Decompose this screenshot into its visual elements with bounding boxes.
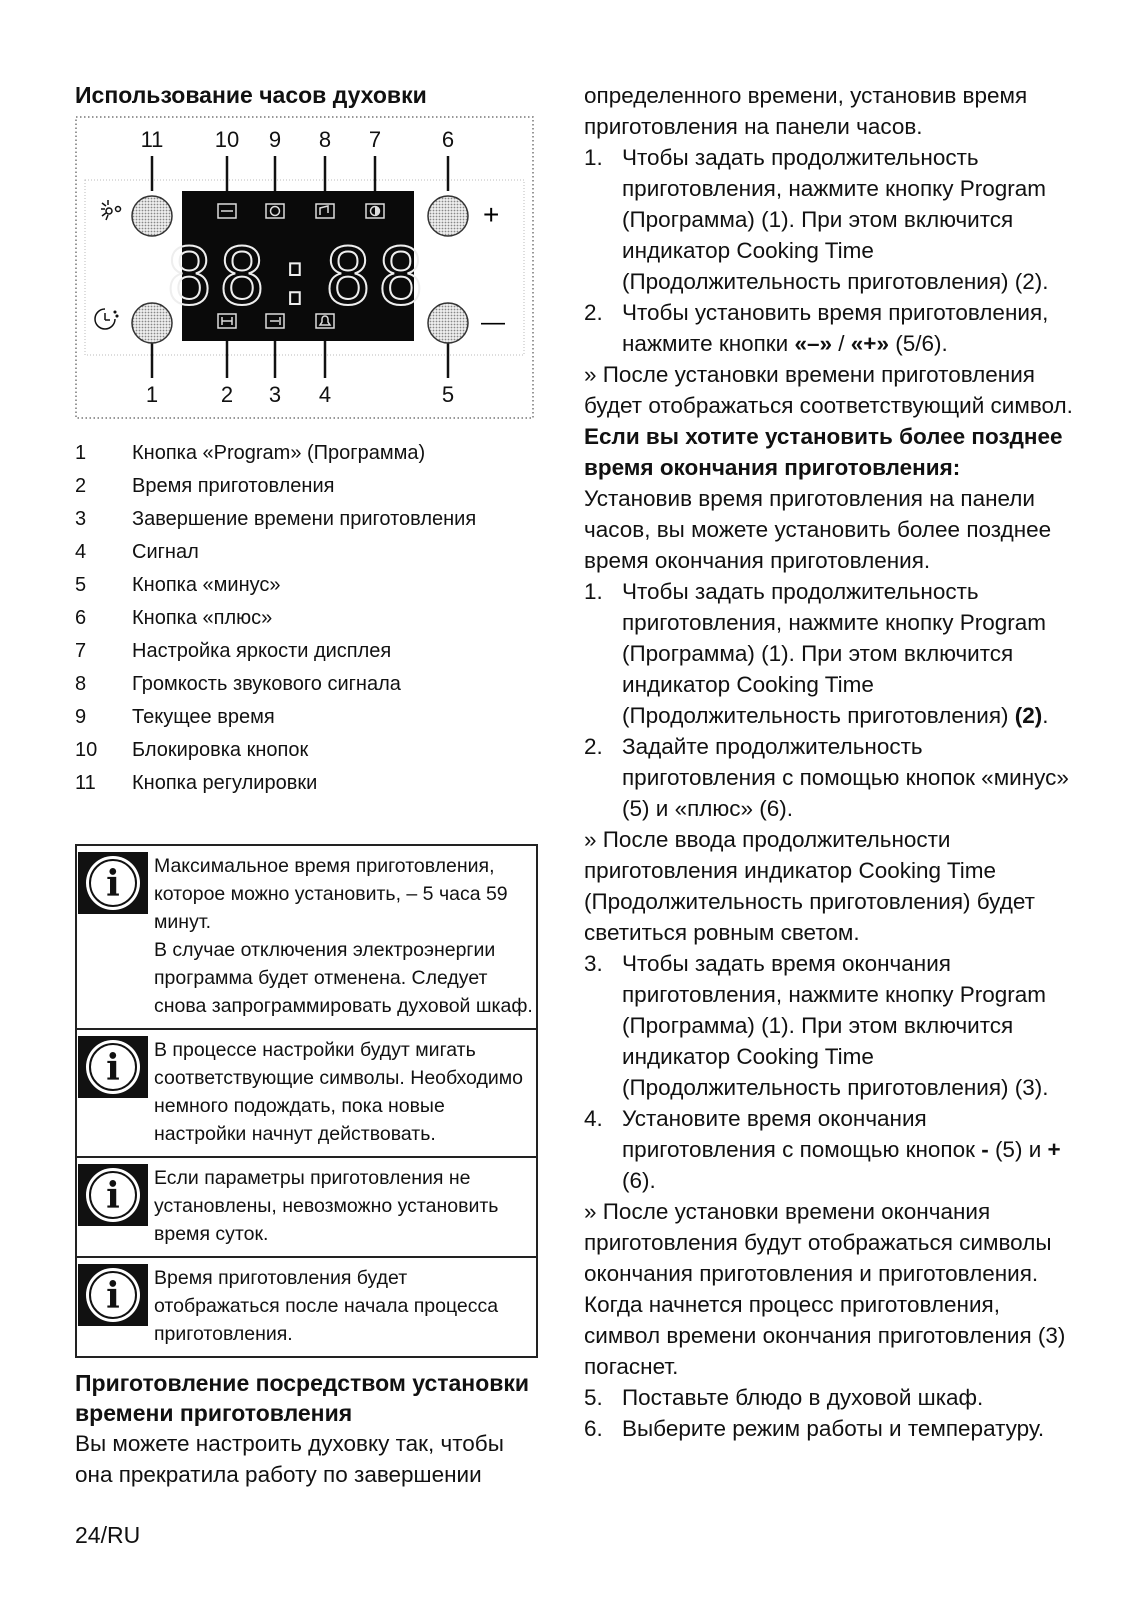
info-note [77,1156,536,1256]
list-item: 4. Установите время окончания приготовления с помощью кнопок - (5) и + (6). [584,1106,1061,1193]
list-item: 5. Поставьте блюдо в духовой шкаф. [584,1385,984,1410]
svg-text:i: i [106,863,120,905]
result-text: » После установки времени окончания приготовления будут отображаться символы окончания приготовления и приготовления. Когда начнется процесс приготовления, символ времени окончания приготовления (3) погаснет. [584,1199,1066,1379]
timer-icon [95,309,118,329]
legend-item: 2 Время приготовления [75,475,335,497]
legend-item: 5 Кнопка «минус» [75,574,281,596]
list-item: 2. Чтобы установить время приготовления, нажмите кнопки «–» / «+» (5/6). [584,300,1049,356]
clock-panel-diagram [75,116,534,419]
list-item: 2. Задайте продолжительность приготовления с помощью кнопок «минус» (5) и «плюс» (6). [584,734,1069,821]
steps-list-b [584,576,1074,824]
info-icon [77,1030,154,1156]
note-text: Максимальное время приготовления, которое можно установить, – 5 часа 59 минут. [154,855,508,933]
callout-6: 6 [441,127,455,152]
minus-sign: — [481,309,505,336]
subsection-title: Если вы хотите установить более позднее время окончания приготовления: [584,424,1063,480]
callout-7: 7 [368,127,382,152]
left-column [75,80,535,1490]
subsection-paragraph: Установив время приготовления на панели часов, вы можете установить более позднее время окончания приготовления. [584,486,1052,573]
page-number: 24/RU [75,1522,141,1548]
steps-list-a [584,142,1074,359]
legend-list [75,437,535,800]
svg-text:i: i [106,1275,120,1317]
callout-5: 5 [441,382,455,407]
info-note [77,1028,536,1156]
list-item: 1. Чтобы задать продолжительность приготовления, нажмите кнопку Program (Программа) (1). При этом включится индикатор Cooking Time (Продолжительность приготовления) (2). [584,145,1049,294]
clock-panel-figure [75,116,534,419]
list-item: 1. Чтобы задать продолжительность приготовления, нажмите кнопку Program (Программа) (1). При этом включится индикатор Cooking Time (Продолжительность приготовления) (2). [584,579,1049,728]
legend-item: 3 Завершение времени приготовления [75,508,477,530]
brightness-adjust-icon [101,200,121,220]
right-column [584,80,1074,1444]
note-text: Если параметры приготовления не установлены, невозможно установить время суток. [154,1167,499,1245]
steps-list-c [584,948,1074,1196]
legend-item: 4 Сигнал [75,541,199,563]
list-item: 6. Выберите режим работы и температуру. [584,1416,1045,1441]
plus-knob[interactable] [428,196,468,236]
svg-text:i: i [106,1047,120,1089]
callout-9: 9 [268,127,282,152]
info-icon [77,1158,154,1256]
legend-item: 6 Кнопка «плюс» [75,607,273,629]
adjust-knob[interactable] [132,196,172,236]
steps-list-d [584,1382,1074,1444]
result-text: » После ввода продолжительности приготовления индикатор Cooking Time (Продолжительность приготовления) будет светиться ровным светом. [584,827,1035,945]
intro-paragraph: определенного времени, установив время приготовления на панели часов. [584,83,1028,139]
svg-text:i: i [106,1175,120,1217]
info-notes-box [75,844,538,1358]
info-note [77,1256,536,1356]
callout-4: 4 [318,382,332,407]
info-note [77,846,536,1028]
section-title-cooking-time: Приготовление посредством установки времени приготовления [75,1370,530,1426]
minus-knob[interactable] [428,303,468,343]
plus-sign: + [483,199,500,230]
legend-item: 9 Текущее время [75,706,275,728]
note-text: В случае отключения электроэнергии программа будет отменена. Следует снова запрограммировать духовой шкаф. [154,939,533,1017]
note-text: В процессе настройки будут мигать соответствующие символы. Необходимо немного подождать, пока новые настройки начнут действовать. [154,1039,523,1145]
legend-item: 8 Громкость звукового сигнала [75,673,401,695]
legend-item: 1 Кнопка «Program» (Программа) [75,442,426,464]
info-icon [77,1258,154,1356]
display-digits: 88:88 [165,233,431,323]
legend-item: 11 Кнопка регулировки [75,772,318,794]
note-text: Время приготовления будет отображаться после начала процесса приготовления. [154,1267,499,1345]
section-title-clock: Использование часов духовки [75,82,427,108]
legend-item: 7 Настройка яркости дисплея [75,640,392,662]
info-icon [77,846,154,1028]
result-text: » После установки времени приготовления будет отображаться соответствующий символ. [584,362,1073,418]
callout-10: 10 [214,127,240,152]
callout-11: 11 [140,127,164,152]
legend-item: 10 Блокировка кнопок [75,739,309,761]
callout-1: 1 [145,382,159,407]
callout-3: 3 [268,382,282,407]
section-paragraph: Вы можете настроить духовку так, чтобы она прекратила работу по завершении [75,1431,504,1487]
list-item: 3. Чтобы задать время окончания приготовления, нажмите кнопку Program (Программа) (1). При этом включится индикатор Cooking Time (Продолжительность приготовления) (3). [584,951,1049,1100]
callout-2: 2 [220,382,234,407]
callout-8: 8 [318,127,332,152]
